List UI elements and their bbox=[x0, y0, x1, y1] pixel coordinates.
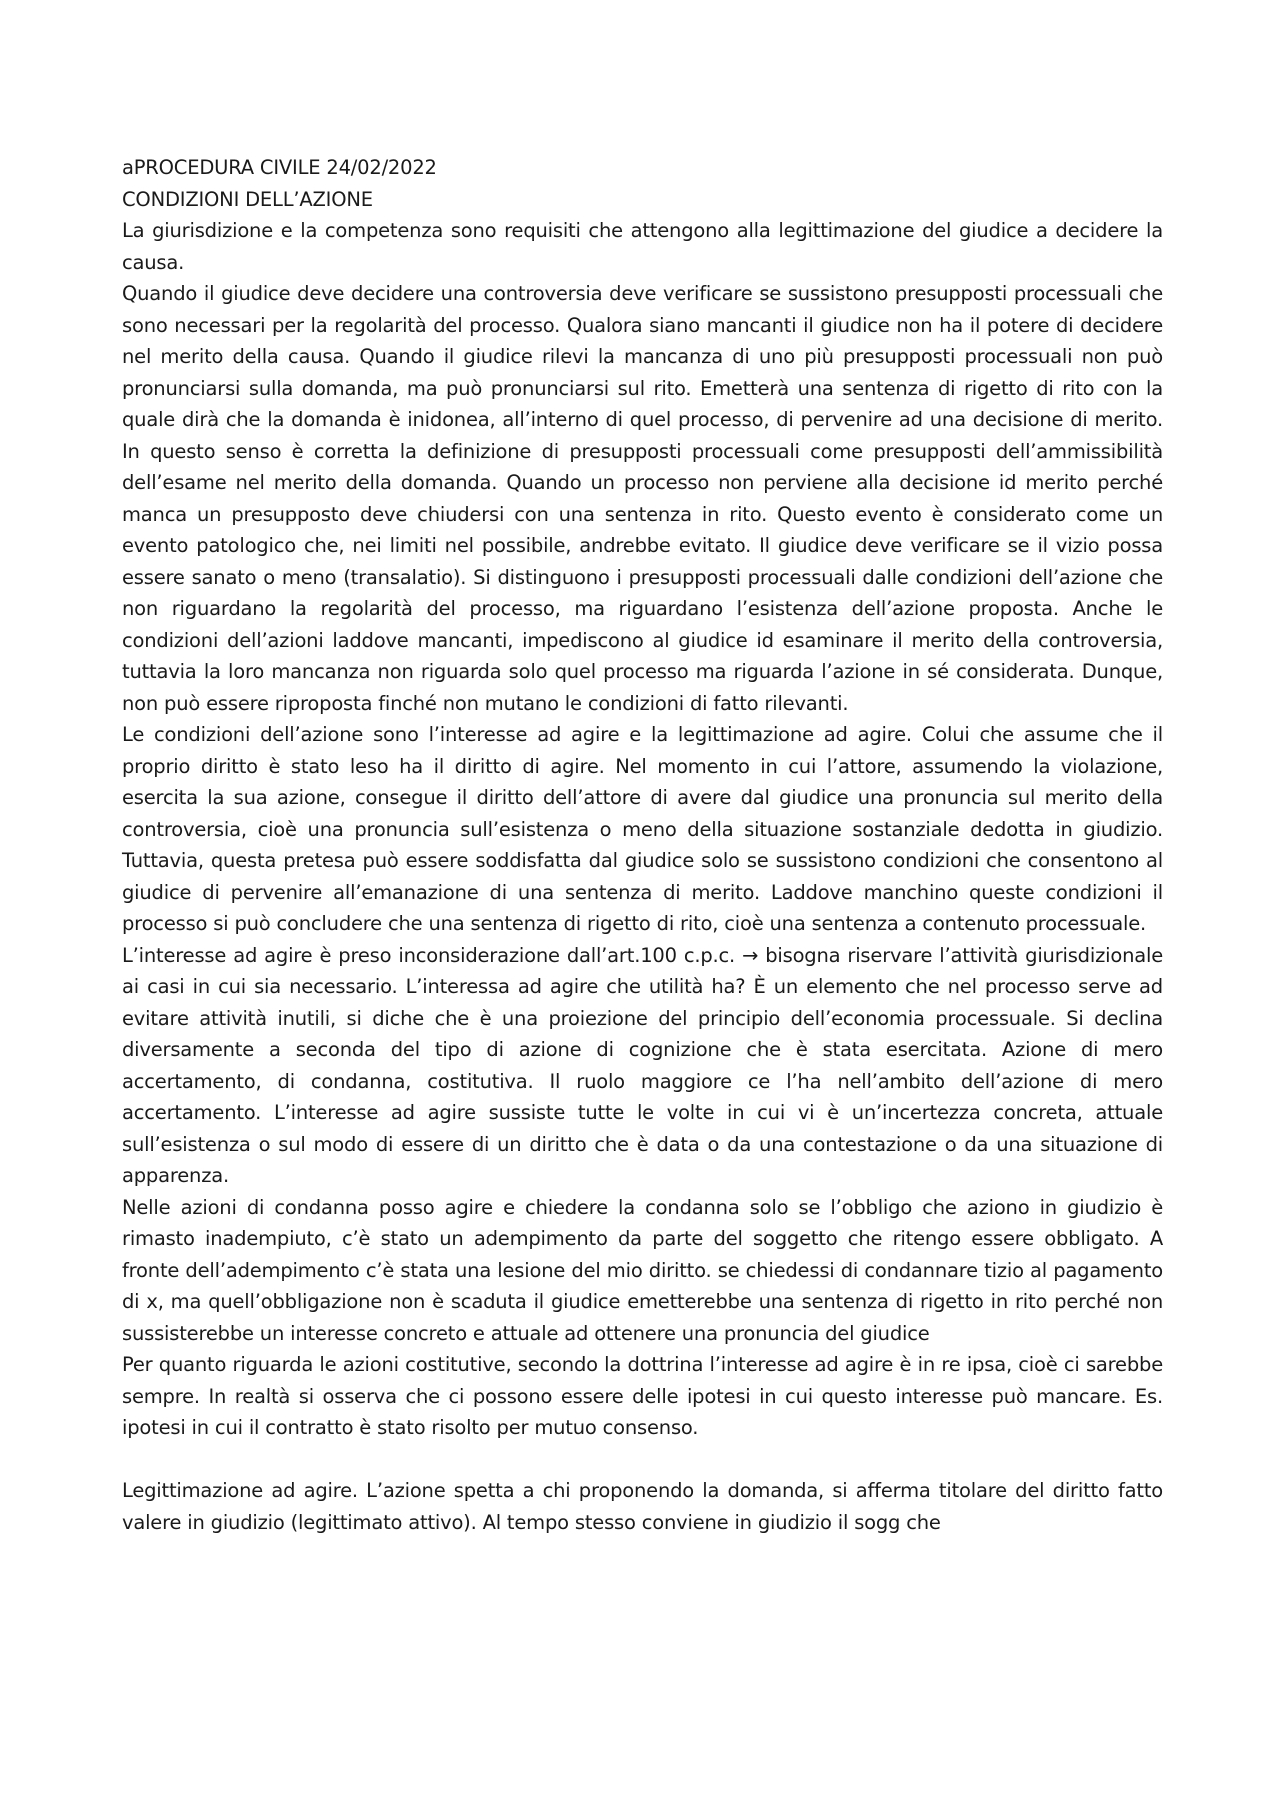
section-heading: CONDIZIONI DELL’AZIONE bbox=[122, 187, 373, 211]
paragraph-7: Legittimazione ad agire. L’azione spetta a chi proponendo la domanda, si afferma titolare del diritto fatto valere in giudizio (legittimato attivo). Al tempo stesso conviene in giudizio il sogg che bbox=[122, 1479, 1163, 1534]
document-title: aPROCEDURA CIVILE 24/02/2022 bbox=[122, 156, 437, 179]
paragraph-gap bbox=[122, 1444, 1163, 1476]
paragraph-3: Le condizioni dell’azione sono l’interesse ad agire e la legittimazione ad agire. Colui che assume che il proprio diritto è stato leso ha il diritto di agire. Nel momento in cui l’attore, assumendo la violazione, esercita la sua azione, consegue il diritto dell’attore di avere dal giudice una pronuncia sul merito della controversia, cioè una pronuncia sull’esistenza o meno della situazione sostanziale dedotta in giudizio. Tuttavia, questa pretesa può essere soddisfatta dal giudice solo se sussistono condizioni che consentono al giudice di pervenire all’emanazione di una sentenza di merito. Laddove manchino queste condizioni il processo si può concludere che una sentenza di rigetto di rito, cioè una sentenza a contenuto processuale. bbox=[122, 723, 1163, 935]
paragraph-6: Per quanto riguarda le azioni costitutive, secondo la dottrina l’interesse ad agire è in re ipsa, cioè ci sarebbe sempre. In realtà si osserva che ci possono essere delle ipotesi in cui questo interesse può mancare. Es. ipotesi in cui il contratto è stato risolto per mutuo consenso. bbox=[122, 1353, 1163, 1439]
document-body bbox=[122, 152, 1163, 1538]
paragraph-4: L’interesse ad agire è preso inconsiderazione dall’art.100 c.p.c. → bisogna riservare l’attività giurisdizionale ai casi in cui sia necessario. L’interessa ad agire che utilità ha? È un elemento che nel processo serve ad evitare attività inutili, si diche che è una proiezione del principio dell’economia processuale. Si declina diversamente a seconda del tipo di azione di cognizione che è stata esercitata. Azione di mero accertamento, di condanna, costitutiva. Il ruolo maggiore ce l’ha nell’ambito dell’azione di mero accertamento. L’interesse ad agire sussiste tutte le volte in cui vi è un’incertezza concreta, attuale sull’esistenza o sul modo di essere di un diritto che è data o da una contestazione o da una situazione di apparenza. bbox=[122, 943, 1163, 1187]
paragraph-2: Quando il giudice deve decidere una controversia deve verificare se sussistono presupposti processuali che sono necessari per la regolarità del processo. Qualora siano mancanti il giudice non ha il potere di decidere nel merito della causa. Quando il giudice rilevi la mancanza di uno più presupposti processuali non può pronunciarsi sulla domanda, ma può pronunciarsi sul rito. Emetterà una sentenza di rigetto di rito con la quale dirà che la domanda è inidonea, all’interno di quel processo, di pervenire ad una decisione di merito. In questo senso è corretta la definizione di presupposti processuali come presupposti dell’ammissibilità dell’esame nel merito della domanda. Quando un processo non perviene alla decisione id merito perché manca un presupposto deve chiudersi con una sentenza in rito. Questo evento è considerato come un evento patologico che, nei limiti nel possibile, andrebbe evitato. Il giudice deve verificare se il vizio possa essere sanato o meno (transalatio). Si distinguono i presupposti processuali dalle condizioni dell’azione che non riguardano la regolarità del processo, ma riguardano l’esistenza dell’azione proposta. Anche le condizioni dell’azioni laddove mancanti, impediscono al giudice id esaminare il merito della controversia, tuttavia la loro mancanza non riguarda solo quel processo ma riguarda l’azione in sé considerata. Dunque, non può essere riproposta finché non mutano le condizioni di fatto rilevanti. bbox=[122, 282, 1163, 715]
paragraph-5: Nelle azioni di condanna posso agire e chiedere la condanna solo se l’obbligo che aziono in giudizio è rimasto inadempiuto, c’è stato un adempimento da parte del soggetto che ritengo essere obbligato. A fronte dell’adempimento c’è stata una lesione del mio diritto. se chiedessi di condannare tizio al pagamento di x, ma quell’obbligazione non è scaduta il giudice emetterebbe una sentenza di rigetto in rito perché non sussisterebbe un interesse concreto e attuale ad ottenere una pronuncia del giudice bbox=[122, 1195, 1163, 1345]
paragraph-1: La giurisdizione e la competenza sono requisiti che attengono alla legittimazione del giudice a decidere la causa. bbox=[122, 219, 1163, 274]
